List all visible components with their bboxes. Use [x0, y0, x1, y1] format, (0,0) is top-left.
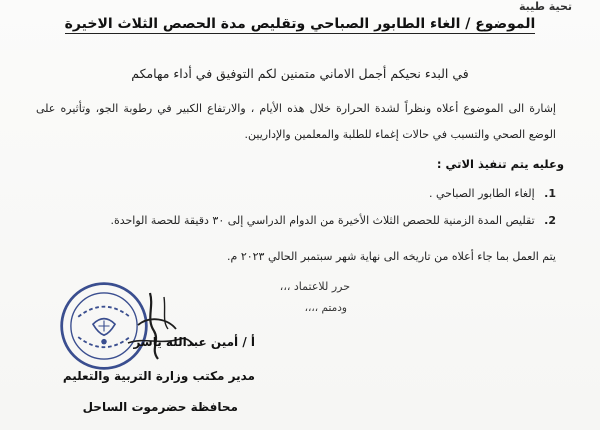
handwritten-signature-icon: [120, 285, 200, 370]
subject-line: [0, 16, 600, 32]
closing-regards: ودمتم ،،،،: [304, 302, 347, 314]
instruction-item: [110, 214, 556, 227]
opening-greeting: في البدء نحيكم أجمل الاماني متمنين لكم التوفيق في أداء مهامكم: [131, 66, 469, 81]
item-text: إلغاء الطابور الصباحي .: [429, 187, 535, 200]
greeting: تحية طيبة: [518, 0, 572, 13]
signatory-title: مدير مكتب وزارة التربية والتعليم: [62, 369, 255, 383]
written-for-approval: حرر للاعتماد ،،،: [279, 280, 350, 293]
subject-text: الموضوع / الغاء الطابور الصباحي وتقليص مدة الحصص الثلاث الاخيرة: [64, 16, 536, 32]
item-number: 1.: [544, 187, 556, 200]
instruction-heading: وعليه يتم تنفيذ الاتي :: [436, 157, 564, 171]
effective-date-note: يتم العمل بما جاء أعلاه من تاريخه الى نهاية شهر سبتمبر الحالي ٢٠٢٣ م.: [227, 250, 556, 263]
governorate-name: محافظة حضرموت الساحل: [82, 400, 238, 414]
signatory-name: أ / أمين عبدالله ياسر: [133, 335, 255, 349]
body-paragraph: إشارة الى الموضوع أعلاه ونظراً لشدة الحرارة خلال هذه الأيام ، والارتفاع الكبير في رطوبة الجو، وتأثيره على الوضع الصحي والتسبب في حالات إغماء للطلبة والمعلمين والإداريين.: [36, 102, 556, 141]
item-text: تقليص المدة الزمنية للحصص الثلاث الأخيرة من الدوام الدراسي إلى ٣٠ دقيقة للحصة الواحدة.: [110, 214, 535, 227]
item-number: 2.: [544, 214, 556, 227]
instruction-item: [429, 187, 556, 200]
